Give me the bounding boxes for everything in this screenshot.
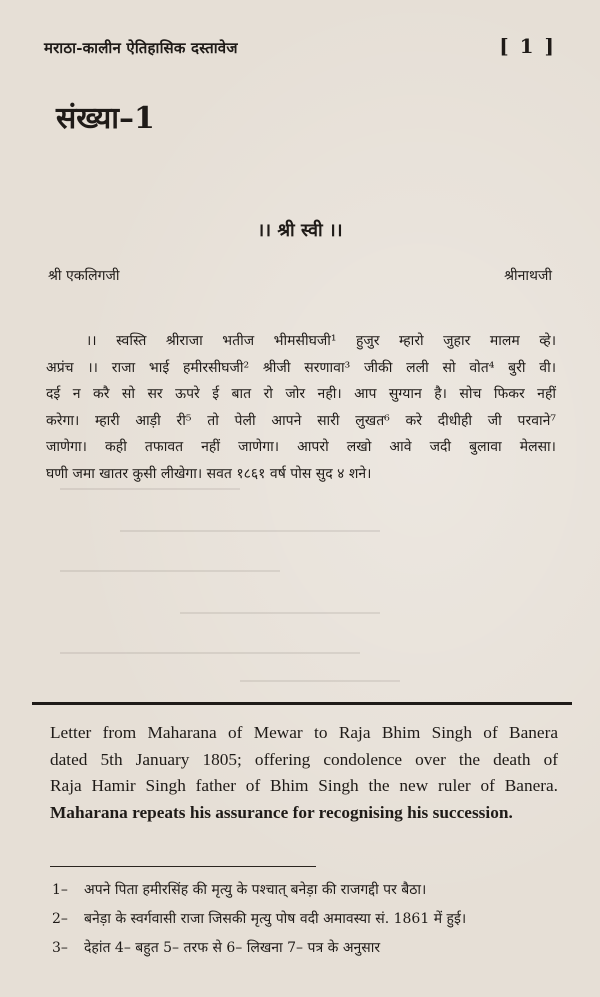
summary-line: Raja Hamir Singh father of Bhim Singh the new ruler of Banera. bbox=[50, 776, 558, 795]
english-summary bbox=[50, 720, 558, 826]
footnote-item bbox=[52, 934, 558, 963]
footnotes bbox=[52, 876, 558, 963]
footnote-item bbox=[52, 876, 558, 905]
footnote-item bbox=[52, 905, 558, 934]
letter-line: करेगा। म्हारी आड़ी री⁵ तो पेली आपने सारी लुखत⁶ करे दीधीही जी परवाने⁷ bbox=[46, 412, 556, 429]
summary-line: Letter from Maharana of Mewar to Raja Bhim Singh of Banera bbox=[50, 723, 558, 742]
section-divider bbox=[32, 702, 572, 705]
summary-line: Maharana repeats his assurance for recognising his succession. bbox=[50, 802, 513, 822]
footnote-number: 2– bbox=[52, 911, 68, 927]
letter-line: घणी जमा खातर कुसी लीखेगा। सवत १८६१ वर्ष पोस सुद ४ शने। bbox=[46, 465, 372, 482]
footnote-text: देहांत 4– बहुत 5– तरफ से 6– लिखना 7– पत्र के अनुसार bbox=[84, 940, 381, 956]
letter-text bbox=[46, 328, 556, 487]
summary-line: dated 5th January 1805; offering condolence over the death of bbox=[50, 749, 558, 769]
deity-name-right: श्रीनाथजी bbox=[504, 268, 552, 284]
footnote-divider bbox=[50, 866, 316, 867]
footnote-text: बनेड़ा के स्वर्गवासी राजा जिसकी मृत्यु पोष वदी अमावस्या सं. 1861 में हुई। bbox=[84, 911, 467, 927]
letter-line: ।। स्वस्ति श्रीराजा भतीज भीमसीघजी¹ हुजुर म्हारो जुहार मालम व्हे। bbox=[86, 333, 556, 349]
letter-line: दई न करै सो सर ऊपरे ई बात रो जोर नही। आप सुग्यान है। सोच फिकर नहीं bbox=[46, 386, 556, 402]
page-number: [ 1 ] bbox=[499, 34, 556, 58]
running-header bbox=[44, 34, 556, 62]
letter-line: जाणेगा। कही तफावत नहीं जाणेगा। आपरो लखो आवे जदी बुलावा मेलसा। bbox=[46, 439, 556, 455]
footnote-number: 3– bbox=[52, 940, 68, 956]
footnote-number: 1– bbox=[52, 882, 68, 898]
document-number-heading: संख्या–1 bbox=[56, 101, 155, 136]
invocation-line: ।। श्री स्वी ।। bbox=[257, 220, 343, 241]
running-title: मराठा-कालीन ऐतिहासिक दस्तावेज bbox=[44, 39, 238, 57]
deity-name-left: श्री एकलिगजी bbox=[48, 268, 120, 284]
show-through-text bbox=[60, 480, 560, 690]
letter-line: अप्रंच ।। राजा भाई हमीरसीघजी² श्रीजी सरणावा³ जीकी लली सो वोत⁴ बुरी वी। bbox=[46, 359, 556, 376]
footnote-text: अपने पिता हमीरसिंह की मृत्यु के पश्चात् बनेड़ा की राजगद्दी पर बैठा। bbox=[84, 882, 427, 898]
